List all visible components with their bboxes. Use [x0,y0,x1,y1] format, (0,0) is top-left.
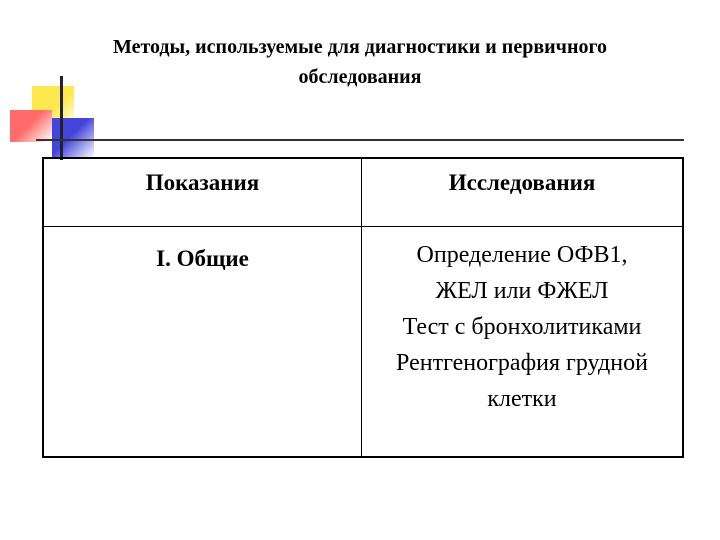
table-cell-indication: I. Общие [44,227,362,456]
title-underline [36,139,684,141]
study-line: клетки [487,386,557,412]
table-cell-studies [362,227,682,456]
decor-blue-square [52,118,94,158]
table-header-studies: Исследования [362,159,682,227]
study-line: Рентгенография грудной [396,350,648,376]
study-line: Тест с бронхолитиками [402,314,642,340]
diagnostics-table [42,157,684,458]
study-line: Определение ОФВ1, [416,242,628,268]
title-line-1: Методы, используемые для диагностики и первичного [112,36,608,58]
table-header-indications: Показания [44,159,362,227]
slide-title [0,32,720,92]
decor-red-square [10,110,52,142]
title-line-2: обследования [298,66,422,88]
study-line: ЖЕЛ или ФЖЕЛ [435,278,609,304]
